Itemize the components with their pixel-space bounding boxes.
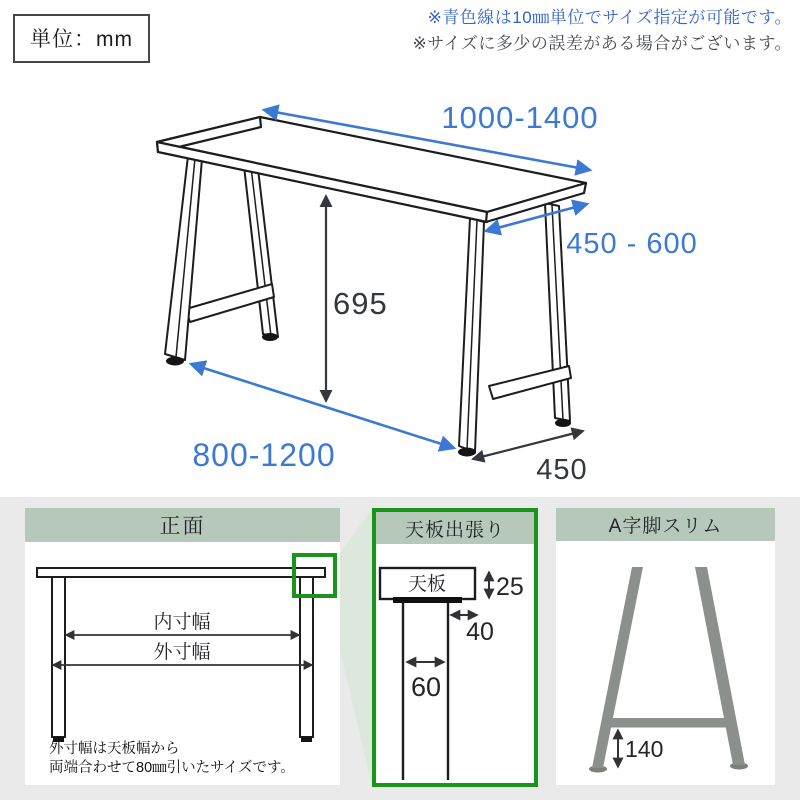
unit-label: 単位：mm: [30, 28, 133, 51]
aleg-crossbar: [606, 718, 730, 728]
front-right-leg: [300, 575, 313, 737]
front-note-line2: 両端合わせて80㎜引いたサイズです。: [49, 760, 295, 776]
outer-width-label: 外寸幅: [153, 642, 211, 663]
note-gray-line: ※サイズに多少の誤差がある場合がございます。: [412, 34, 792, 53]
aleg-header: [556, 508, 775, 541]
overhang-title: 天板出張り: [404, 519, 505, 541]
front-view-title: 正面: [159, 515, 206, 538]
overhang-drawing: [376, 544, 534, 783]
front-left-leg: [52, 575, 65, 737]
dimension-label-depth: 450 - 600: [566, 228, 698, 260]
highlight-box: [292, 553, 337, 598]
right-back-foot-pad: [555, 419, 571, 427]
mount-plate: [393, 597, 462, 603]
span-arrow: [191, 364, 454, 448]
left-front-foot-pad: [166, 357, 184, 366]
dimension-label-height: 695: [333, 286, 388, 321]
dimension-label-span: 800-1200: [192, 437, 336, 473]
front-view-panel: [25, 508, 340, 785]
right-a-frame-leg: [458, 203, 571, 457]
front-right-foot: [301, 737, 312, 742]
aleg-drawing: [556, 541, 775, 785]
leg-width-label: 60: [410, 672, 442, 702]
inner-width-label: 内寸幅: [153, 612, 211, 633]
aleg-right-bar: [695, 567, 745, 765]
aleg-panel: [556, 508, 775, 785]
note-blue-line: ※青色線は10㎜単位でサイズ指定が可能です。: [427, 8, 792, 27]
thickness-label: 25: [496, 573, 524, 601]
aleg-title: A字脚スリム: [608, 516, 723, 537]
detail-section: [0, 497, 800, 800]
overhang-label: 40: [466, 618, 494, 646]
left-a-frame-leg: [165, 156, 278, 366]
overhang-header: [376, 512, 534, 544]
right-front-foot-pad: [458, 448, 476, 457]
front-note-line1: 外寸幅は天板幅から: [49, 741, 180, 757]
dimension-label-width: 1000-1400: [441, 100, 599, 135]
crossbar-height-label: 140: [625, 736, 664, 762]
dimension-label-foot-depth: 450: [536, 454, 588, 486]
left-back-foot-pad: [262, 333, 278, 341]
board-label: 天板: [407, 574, 447, 595]
front-tabletop: [37, 568, 325, 577]
front-view-header: [25, 508, 340, 542]
front-view-note: [49, 740, 295, 778]
overhang-panel: [372, 508, 538, 787]
